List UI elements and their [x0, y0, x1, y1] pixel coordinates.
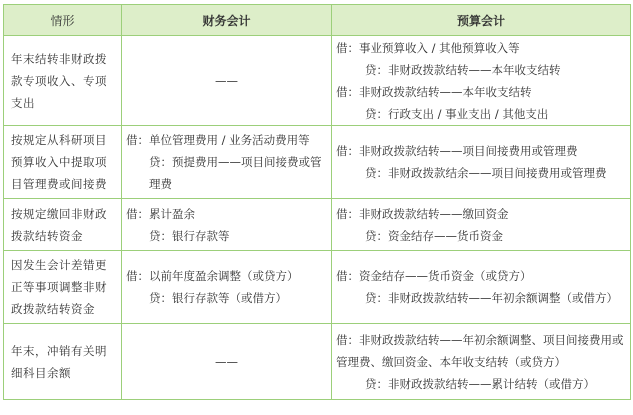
debit-line: 借：以前年度盈余调整（或贷方） — [126, 269, 299, 283]
situation-cell: 年末结转非财政拨款专项收入、专项支出 — [4, 36, 122, 126]
financial-cell — [122, 36, 332, 126]
debit-line: 借：单位管理费用 / 业务活动费用等 — [126, 133, 310, 147]
situation-cell: 年末，冲销有关明细科目余额 — [4, 324, 122, 400]
credit-line: 贷：行政支出 / 事业支出 / 其他支出 — [365, 106, 549, 121]
accounting-table — [3, 4, 631, 400]
table-row — [4, 36, 631, 126]
debit-line: 借：非财政拨款结转——年初余额调整、项目间接费用或管理费、缴回资金、本年收支结转（或贷方） — [336, 332, 624, 369]
budget-cell — [332, 126, 631, 199]
debit-line: 借：资金结存——货币资金（或贷方） — [336, 269, 532, 283]
financial-cell — [122, 324, 332, 400]
budget-cell — [332, 199, 631, 251]
debit-line: 借：非财政拨款结转——本年收支结转 — [336, 84, 532, 99]
situation-cell: 按规定从科研项目预算收入中提取项目管理费或间接费 — [4, 126, 122, 199]
accounting-table-container — [3, 4, 630, 411]
table-row — [4, 324, 631, 400]
debit-line: 借：非财政拨款结转——缴回资金 — [336, 206, 509, 221]
debit-line: 借：事业预算收入 / 其他预算收入等 — [336, 40, 520, 55]
header-financial: 财务会计 — [122, 5, 332, 36]
table-header-row — [4, 5, 631, 36]
financial-cell — [122, 199, 332, 251]
credit-line: 贷：预提费用——项目间接费或管理费 — [149, 155, 322, 191]
empty-dash: —— — [215, 73, 238, 88]
financial-cell — [122, 126, 332, 199]
situation-cell: 因发生会计差错更正等事项调整非财政拨款结转资金 — [4, 251, 122, 324]
header-budget: 预算会计 — [332, 5, 631, 36]
table-row — [4, 251, 631, 324]
header-situation: 情形 — [4, 5, 122, 36]
budget-cell — [332, 36, 631, 126]
credit-line: 贷：非财政拨款结转——年初余额调整（或借方） — [365, 291, 618, 305]
debit-line: 借：累计盈余 — [126, 206, 195, 221]
situation-cell: 按规定缴回非财政拨款结转资金 — [4, 199, 122, 251]
credit-line: 贷：银行存款等 — [149, 228, 230, 243]
credit-line: 贷：非财政拨款结转——本年收支结转 — [365, 62, 561, 77]
table-row — [4, 126, 631, 199]
credit-line: 贷：银行存款等（或借方） — [149, 291, 287, 305]
financial-cell — [122, 251, 332, 324]
table-row — [4, 199, 631, 251]
credit-line: 贷：资金结存——货币资金 — [365, 228, 503, 243]
credit-line: 贷：非财政拨款结转——累计结转（或借方） — [365, 376, 595, 391]
debit-line: 借：非财政拨款结转——项目间接费用或管理费 — [336, 144, 578, 158]
credit-line: 贷：非财政拨款结余——项目间接费用或管理费 — [365, 166, 607, 180]
budget-cell — [332, 324, 631, 400]
budget-cell — [332, 251, 631, 324]
empty-dash: —— — [215, 354, 238, 369]
